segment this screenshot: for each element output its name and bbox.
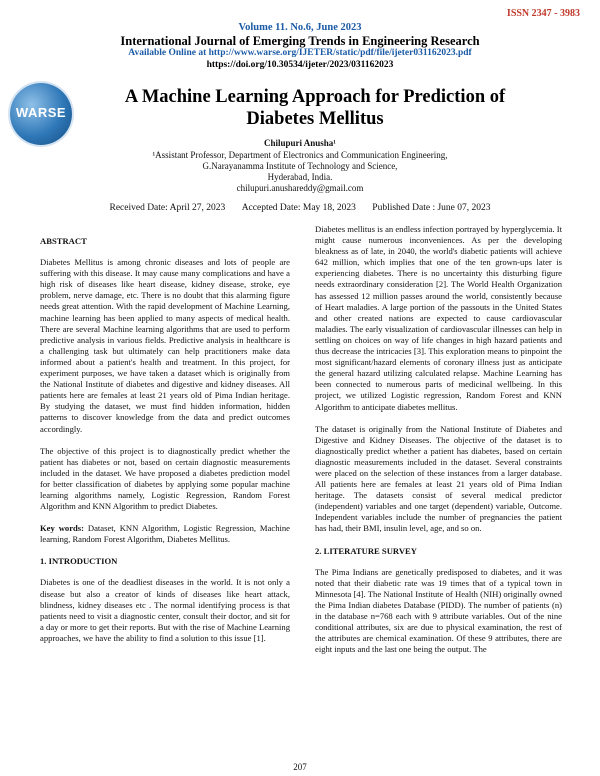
paper-title (70, 86, 560, 130)
received-date: Received Date: April 27, 2023 (109, 203, 226, 213)
author-name: Chilupuri Anusha¹ (264, 138, 336, 148)
warse-logo-text: WARSE (15, 105, 67, 120)
abstract-paragraph-1: Diabetes Mellitus is among chronic diseases and lots of people are suffering with this disease. It may cause many complications and have a high risk of diseases like heart disease, kidney disease, stroke, eye problem, nerve damage, etc. There is no doubt that this alarming figure needs great attention. With the rapid development of Machine Learning, machine learning has been applied to many aspects of medical health. There are several Machine learning algorithms that are used to perform predictive analysis in various fields. Predictive analysis in healthcare is a challenging task but ultimately can help practitioners make data informed about a patient's health and treatment. In this project, for experiment purposes, we have taken a dataset which is originally from the National Institute of diabetes and digestive and kidney diseases. All patients here are females at least 21 years old of Pima Indian heritage. By studying the dataset, we must find hidden information, hidden patterns to discover knowledge from the data and predict outcomes accordingly. (40, 257, 290, 434)
availability-link[interactable]: Available Online at http://www.warse.org/IJETER/static/pdf/file/ijeter031162023.pdf (128, 48, 472, 58)
affiliation-line: Hyderabad, India. (267, 172, 333, 182)
affiliation-line: ¹Assistant Professor, Department of Electronics and Communication Engineering, (152, 150, 448, 160)
published-date: Published Date : June 07, 2023 (372, 203, 491, 213)
left-column (40, 236, 290, 655)
intro-paragraph-2: Diabetes mellitus is an endless infection portrayed by hyperglycemia. It might cause numerous inconveniences. As per the developing bleakness as of late, in 2040, the world's diabetic patients will achieve 642 million, which implies that one of the ten grown-ups later is experiencing diabetes. There is no uncertainty this disturbing figure needs extraordinary consideration [2]. The World Health Organization has assessed 12 million passes around the world, consistently because of Heart maladies. A large portion of the passouts in the United States and other created nations are expected to cause cardiovascular maladies. The early visualization of cardiovascular illnesses can help in settling on choices on way of life changes in high hazard patients and thus decrease the intricacies [3]. This exploration means to pinpoint the most significant/hazard elements of coronary illness just as anticipate the general hazard utilizing calculated relapse. Machine Learning has been connected to numerous parts of medicinal wellbeing. In this project, we utilized Logistic regression, Random Forest and KNN Algorithm to anticipate diabetes mellitus. (315, 224, 562, 412)
right-column (315, 224, 562, 666)
literature-survey-heading: 2. LITERATURE SURVEY (315, 545, 417, 556)
title-line-2: Diabetes Mellitus (246, 109, 384, 129)
author-email: chilupuri.anushareddy@gmail.com (236, 183, 364, 193)
affiliation-line: G.Narayanamma Institute of Technology and Science, (202, 161, 398, 171)
intro-paragraph-3: The dataset is originally from the National Institute of Diabetes and Digestive and Kidney Diseases. The objective of the dataset is to diagnostically predict whether a patient has diabetes, based on certain diagnostic measurements included in the dataset. Several constraints were placed on the selection of these instances from a larger database. All patients here are females at least 21 years old of Pima Indian heritage. The datasets consist of several medical predictor (independent) variables and one target (dependent) variable, Outcome. Independent variables include the number of pregnancies the patient has had, their BMI, insulin level, age, and so on. (315, 423, 562, 534)
abstract-paragraph-2: The objective of this project is to diagnostically predict whether the patient has diabetes or not, based on certain diagnostic measurements included in the dataset. We have proposed a diabetes prediction model for better classification of diabetes by applying some popular machine learning algorithms namely, Logistic Regression, Random Forest Algorithm and KNN Algorithm to predict Diabetes. (40, 445, 290, 512)
affiliation-block (0, 150, 600, 194)
volume-line: Volume 11. No.6, June 2023 (238, 22, 362, 33)
keywords-label: Key words: (40, 523, 84, 534)
introduction-heading: 1. INTRODUCTION (40, 556, 118, 567)
dates-line (0, 203, 600, 213)
literature-paragraph-1: The Pima Indians are genetically predisposed to diabetes, and it was noted that their diabetic rate was 19 times that of a typical town in Minnesota [4]. The National Institute of Health (NIH) originally owned the Pima Indian diabetes Database (PIDD). The number of patients (n) in the database n=768 each with 9 attribute variables. Out of the nine conditional attributes, six are due to physical examination, the rest of the attributes are chemical examination. Of these 9 attributes, there are eight inputs and the last one being the output. The (315, 566, 562, 655)
title-line-1: A Machine Learning Approach for Prediction of (124, 87, 506, 107)
introduction-paragraph-1: Diabetes is one of the deadliest diseases in the world. It is not only a disease but also a creator of kinds of diseases like heart attack, blindness, kidney diseases etc . The normal identifying process is that patients need to visit a diagnostic center, consult their doctor, and sit for a day or more to get their reports. But with the rise of Machine Learning approaches, we have the ability to find a solution to this issue [1]. (40, 577, 290, 643)
journal-name: International Journal of Emerging Trends in Engineering Research (120, 34, 480, 48)
doi-link[interactable]: https://doi.org/10.30534/ijeter/2023/031162023 (206, 60, 394, 70)
keywords (40, 523, 290, 545)
page-number: 207 (293, 762, 307, 772)
keywords-text: Dataset, KNN Algorithm, Logistic Regression, Machine learning, Random Forest Algorithm, Diabetes Mellitus. (40, 523, 290, 545)
abstract-heading: ABSTRACT (40, 236, 87, 246)
accepted-date: Accepted Date: May 18, 2023 (241, 203, 356, 213)
issn-label: ISSN 2347 - 3983 (506, 8, 580, 19)
